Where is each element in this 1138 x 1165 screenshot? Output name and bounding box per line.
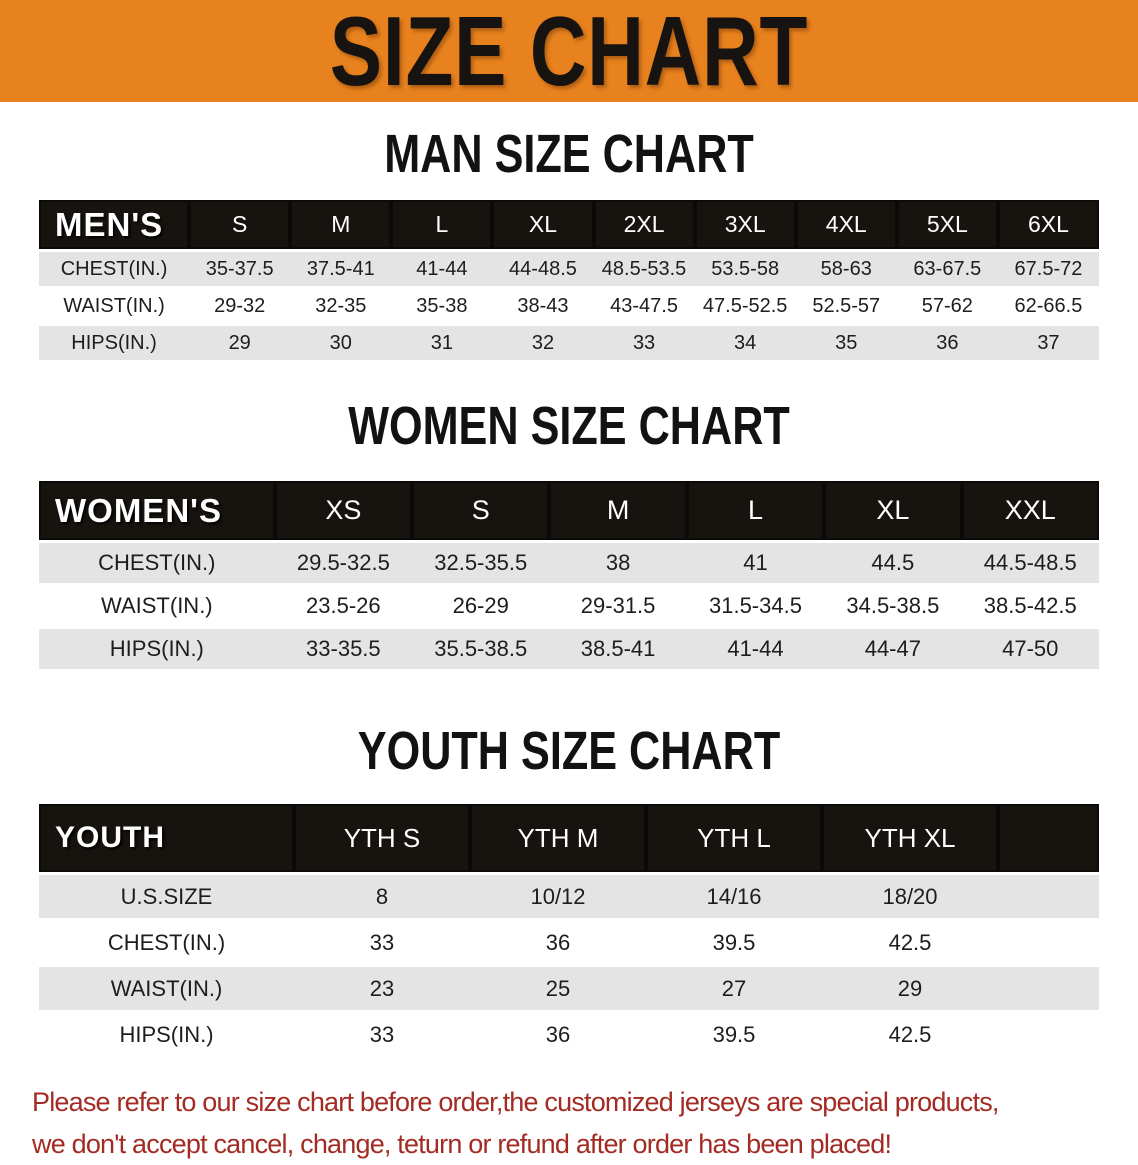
value-cell: 33 (294, 1010, 470, 1056)
value-cell: 32-35 (290, 286, 391, 323)
value-cell: 14/16 (646, 872, 822, 918)
value-cell: 29-32 (189, 286, 290, 323)
filler-cell (998, 872, 1099, 918)
filler-cell (998, 1010, 1099, 1056)
size-column-header: 6XL (998, 200, 1099, 249)
value-cell: 57-62 (897, 286, 998, 323)
measurement-row (39, 323, 1099, 360)
size-column-header: S (412, 481, 549, 540)
value-cell: 48.5-53.5 (594, 249, 695, 286)
size-column-header: 4XL (796, 200, 897, 249)
value-cell: 35.5-38.5 (412, 626, 549, 669)
women-size-section (0, 396, 1138, 669)
men-size-section (0, 124, 1138, 360)
row-label: CHEST(IN.) (39, 249, 189, 286)
size-column-header: M (549, 481, 686, 540)
measurement-row (39, 540, 1099, 583)
value-cell: 38.5-41 (549, 626, 686, 669)
header-row (39, 200, 1099, 249)
value-cell: 44.5 (824, 540, 961, 583)
value-cell: 38 (549, 540, 686, 583)
men-section-heading: MAN SIZE CHART (384, 124, 754, 184)
value-cell: 47.5-52.5 (695, 286, 796, 323)
row-label: WAIST(IN.) (39, 964, 294, 1010)
youth-size-section (0, 721, 1138, 1056)
value-cell: 67.5-72 (998, 249, 1099, 286)
value-cell: 36 (897, 323, 998, 360)
value-cell: 18/20 (822, 872, 998, 918)
table-corner-label: YOUTH (39, 804, 294, 872)
value-cell: 29.5-32.5 (275, 540, 412, 583)
value-cell: 41 (687, 540, 824, 583)
value-cell: 26-29 (412, 583, 549, 626)
value-cell: 35 (796, 323, 897, 360)
value-cell: 42.5 (822, 1010, 998, 1056)
value-cell: 35-37.5 (189, 249, 290, 286)
value-cell: 33 (294, 918, 470, 964)
row-label: U.S.SIZE (39, 872, 294, 918)
measurement-row (39, 1010, 1099, 1056)
size-column-header: L (687, 481, 824, 540)
value-cell: 29 (822, 964, 998, 1010)
value-cell: 30 (290, 323, 391, 360)
size-column-header: L (391, 200, 492, 249)
size-column-header: YTH M (470, 804, 646, 872)
filler-cell (998, 804, 1099, 872)
value-cell: 29-31.5 (549, 583, 686, 626)
value-cell: 44-48.5 (492, 249, 593, 286)
measurement-row (39, 583, 1099, 626)
men-size-table-wrap (0, 200, 1138, 360)
value-cell: 47-50 (962, 626, 1099, 669)
value-cell: 42.5 (822, 918, 998, 964)
size-column-header: M (290, 200, 391, 249)
size-column-header: YTH XL (822, 804, 998, 872)
order-policy-note (0, 1081, 1138, 1165)
row-label: CHEST(IN.) (39, 918, 294, 964)
header-row (39, 481, 1099, 540)
size-column-header: YTH L (646, 804, 822, 872)
table-corner-label: WOMEN'S (39, 481, 275, 540)
size-column-header: S (189, 200, 290, 249)
value-cell: 31 (391, 323, 492, 360)
youth-size-table-wrap (0, 804, 1138, 1056)
policy-line-2: we don't accept cancel, change, teturn or refund after order has been placed! (32, 1129, 892, 1159)
row-label: HIPS(IN.) (39, 626, 275, 669)
value-cell: 31.5-34.5 (687, 583, 824, 626)
value-cell: 58-63 (796, 249, 897, 286)
value-cell: 23.5-26 (275, 583, 412, 626)
value-cell: 23 (294, 964, 470, 1010)
size-column-header: YTH S (294, 804, 470, 872)
value-cell: 53.5-58 (695, 249, 796, 286)
row-label: HIPS(IN.) (39, 1010, 294, 1056)
value-cell: 41-44 (687, 626, 824, 669)
value-cell: 39.5 (646, 1010, 822, 1056)
row-label: HIPS(IN.) (39, 323, 189, 360)
value-cell: 33-35.5 (275, 626, 412, 669)
measurement-row (39, 249, 1099, 286)
size-column-header: 5XL (897, 200, 998, 249)
value-cell: 32.5-35.5 (412, 540, 549, 583)
value-cell: 41-44 (391, 249, 492, 286)
size-column-header: XXL (962, 481, 1099, 540)
measurement-row (39, 286, 1099, 323)
measurement-row (39, 918, 1099, 964)
value-cell: 33 (594, 323, 695, 360)
size-column-header: XL (824, 481, 961, 540)
policy-line-1: Please refer to our size chart before order,the customized jerseys are special products, (32, 1087, 999, 1117)
value-cell: 8 (294, 872, 470, 918)
value-cell: 62-66.5 (998, 286, 1099, 323)
row-label: CHEST(IN.) (39, 540, 275, 583)
value-cell: 32 (492, 323, 593, 360)
size-chart-banner (0, 0, 1138, 106)
header-row (39, 804, 1099, 872)
value-cell: 37.5-41 (290, 249, 391, 286)
measurement-row (39, 964, 1099, 1010)
value-cell: 25 (470, 964, 646, 1010)
filler-cell (998, 964, 1099, 1010)
measurement-row (39, 872, 1099, 918)
value-cell: 63-67.5 (897, 249, 998, 286)
value-cell: 27 (646, 964, 822, 1010)
value-cell: 44-47 (824, 626, 961, 669)
value-cell: 34.5-38.5 (824, 583, 961, 626)
value-cell: 38.5-42.5 (962, 583, 1099, 626)
table-corner-label: MEN'S (39, 200, 189, 249)
value-cell: 36 (470, 1010, 646, 1056)
row-label: WAIST(IN.) (39, 583, 275, 626)
size-table (39, 200, 1099, 360)
value-cell: 10/12 (470, 872, 646, 918)
women-size-table-wrap (0, 481, 1138, 669)
measurement-row (39, 626, 1099, 669)
value-cell: 38-43 (492, 286, 593, 323)
youth-section-heading: YOUTH SIZE CHART (357, 721, 781, 781)
row-label: WAIST(IN.) (39, 286, 189, 323)
size-column-header: 3XL (695, 200, 796, 249)
size-table (39, 481, 1099, 669)
size-column-header: 2XL (594, 200, 695, 249)
size-column-header: XS (275, 481, 412, 540)
women-section-heading: WOMEN SIZE CHART (348, 396, 790, 456)
size-table (39, 804, 1099, 1056)
value-cell: 39.5 (646, 918, 822, 964)
size-column-header: XL (492, 200, 593, 249)
value-cell: 29 (189, 323, 290, 360)
value-cell: 34 (695, 323, 796, 360)
value-cell: 43-47.5 (594, 286, 695, 323)
banner-title: SIZE CHART (329, 0, 809, 106)
value-cell: 36 (470, 918, 646, 964)
value-cell: 35-38 (391, 286, 492, 323)
value-cell: 44.5-48.5 (962, 540, 1099, 583)
value-cell: 37 (998, 323, 1099, 360)
value-cell: 52.5-57 (796, 286, 897, 323)
filler-cell (998, 918, 1099, 964)
